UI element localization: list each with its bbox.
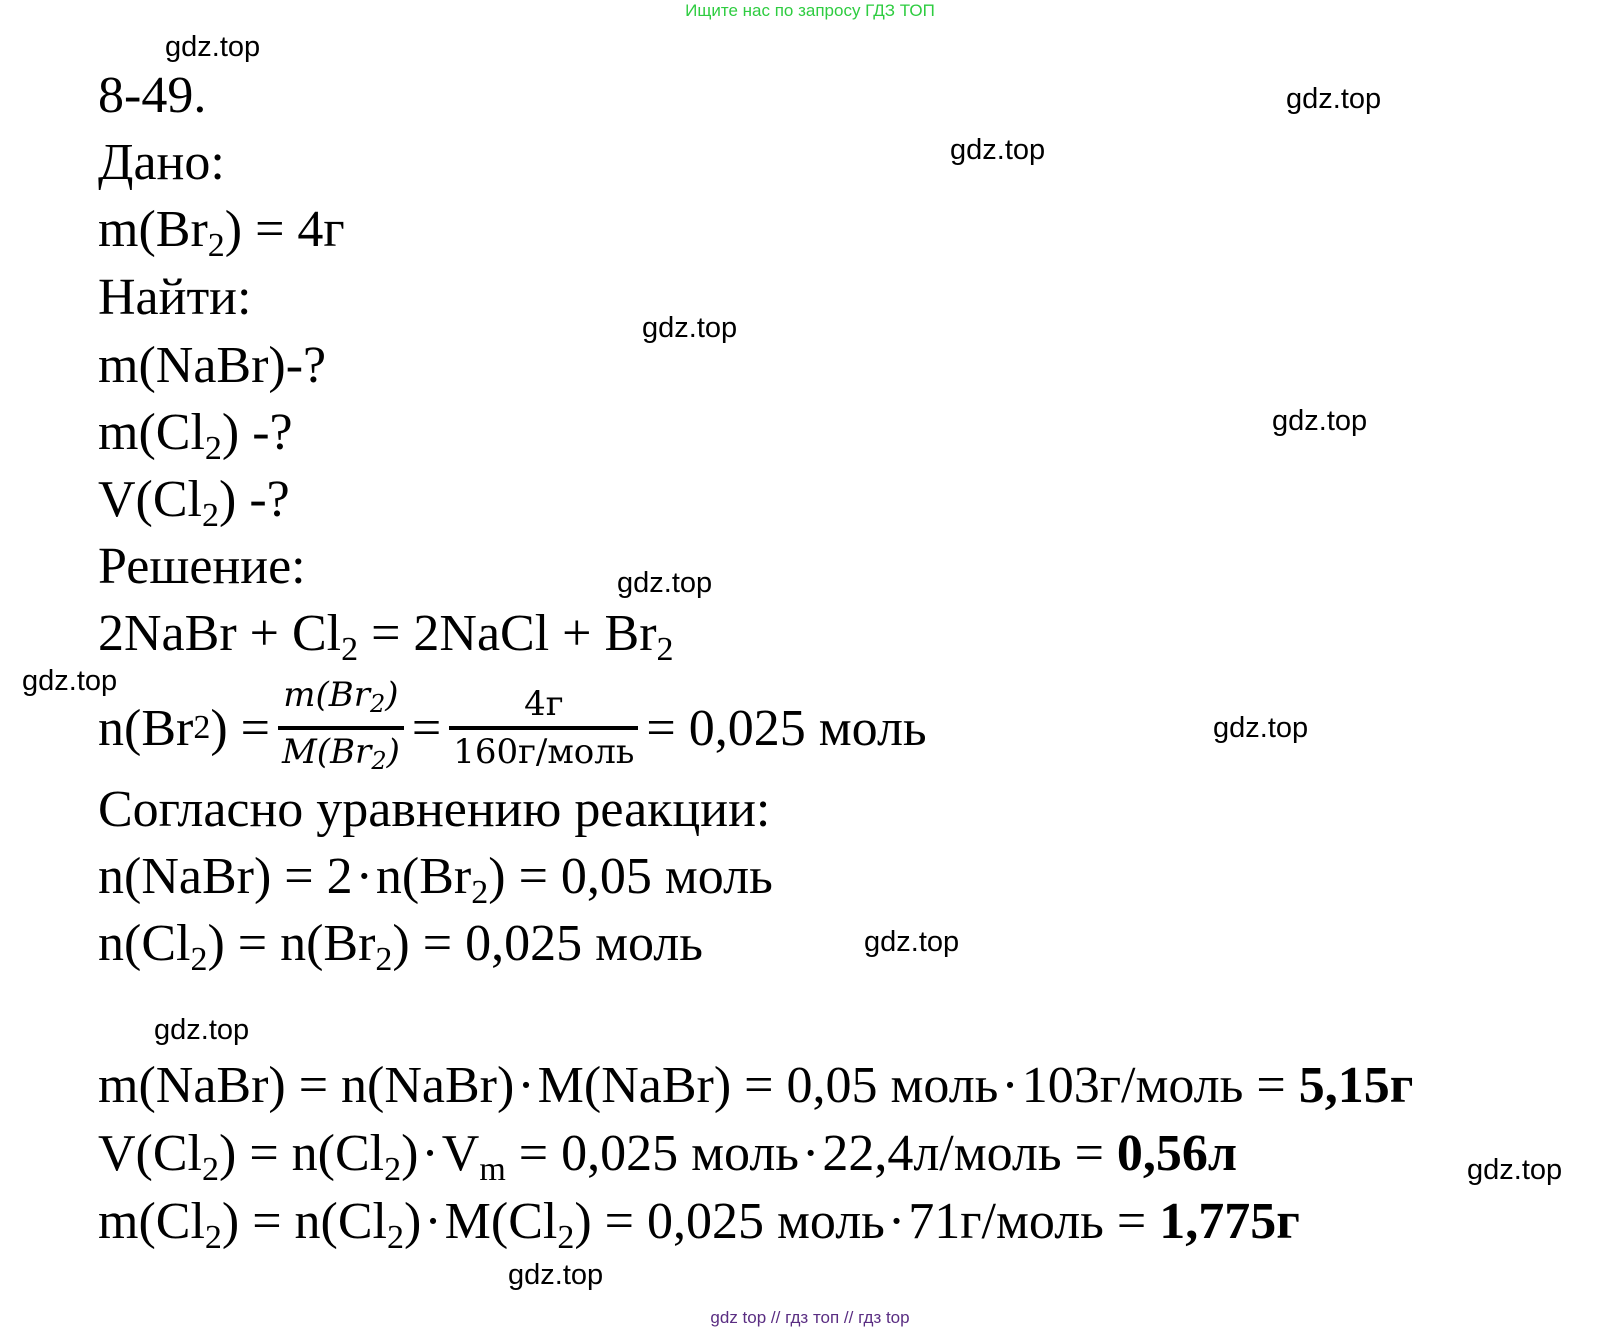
find-item: m(NaBr)-? [98, 337, 327, 394]
find-heading: Найти: [98, 269, 252, 326]
watermark: gdz.top [22, 665, 118, 697]
watermark: gdz.top [617, 567, 713, 599]
find-item: $m(Cl_2)$ -? [98, 404, 293, 467]
moles-br2-formula: n(Br 2 ) = $\frac{m(Br2)}{M(Br2)}$ = $\frac{4г}{\text{160г/моль}}$ = 0,025 моль [98, 668, 927, 788]
reaction-equation: 2NaBr + $Cl_2$ = 2NaCl + $Br_2$ [98, 605, 674, 668]
watermark: gdz.top [1213, 712, 1309, 744]
n-cl2-line: $n(Cl_2) = n(Br_2) = 0,025$ моль [98, 915, 703, 978]
n-nabr-line: n(NaBr) = $2\cdot n(Br_2) = 0,05$ моль [98, 848, 773, 911]
watermark: gdz.top [864, 926, 960, 958]
watermark: gdz.top [1286, 83, 1382, 115]
watermark: gdz.top [154, 1014, 250, 1046]
top-banner: Ищите нас по запросу ГДЗ ТОП [685, 1, 935, 20]
m-nabr-line: m(NaBr) = n(NaBr)·M(NaBr) = 0,05 моль·103г/моль = 5,15г [98, 1057, 1414, 1114]
watermark: gdz.top [950, 134, 1046, 166]
answer-v-cl2: 0,56л [1116, 1125, 1238, 1182]
watermark: gdz.top [165, 31, 261, 63]
bottom-banner: gdz top // гдз топ // гдз top [710, 1308, 910, 1327]
problem-number: 8-49. [98, 67, 207, 124]
watermark: gdz.top [642, 312, 738, 344]
m-cl2-line: $m(Cl_2) = n(Cl_2)\cdot M(Cl_2) = 0,025$ моль·71г/моль = 1,775г [98, 1193, 1300, 1256]
watermark: gdz.top [1272, 405, 1368, 437]
watermark: gdz.top [1467, 1154, 1563, 1186]
fraction-mass-over-molar-mass: $\frac{m(Br2)}{M(Br2)}$ [278, 673, 404, 783]
solution-heading: Решение: [98, 538, 306, 595]
given-heading: Дано: [98, 134, 225, 191]
answer-m-cl2: 1,775г [1159, 1193, 1300, 1250]
fraction-values: $\frac{4г}{\text{160г/моль}}$ [449, 682, 638, 774]
watermark: gdz.top [508, 1259, 604, 1291]
according-text: Согласно уравнению реакции: [98, 781, 771, 838]
given-item: $m(Br_2) = 4г$ [98, 201, 345, 264]
answer-m-nabr: 5,15г [1298, 1057, 1414, 1114]
v-cl2-line: $V(Cl_2) = n(Cl_2)\cdot V_m = 0,025$ моль·22,4л/моль = 0,56л [98, 1125, 1238, 1188]
find-item: $V(Cl_2)$ -? [98, 471, 290, 534]
